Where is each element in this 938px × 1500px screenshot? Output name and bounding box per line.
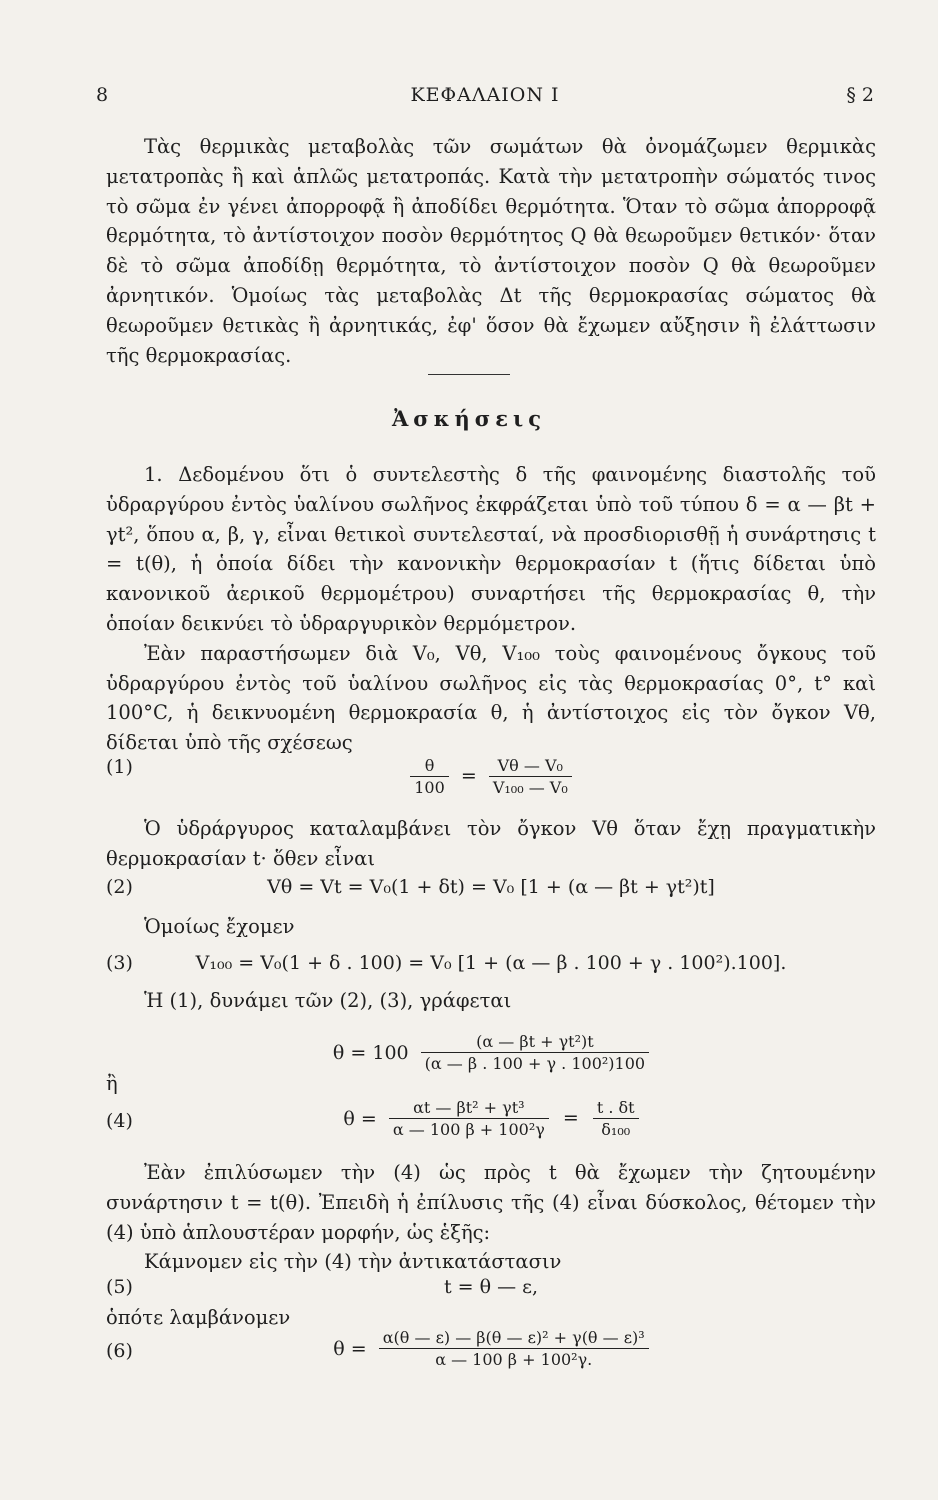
equation-1: (1) $\frac{\theta}{100}$ = $\frac{\text{Vθ — V₀}}{\text{V₁₀₀ — V₀}}$: [106, 756, 876, 790]
equation-4: (4) θ = $\frac{\text{αt — βt² + γt³}}{\text{α — 100 β + 100²γ}}$ = $\frac{t . \delta t}{\text{δ₁₀₀}}$: [106, 1098, 876, 1148]
exercise-1-text-2: [106, 814, 876, 874]
exercise-paragraph: Ὁ ὑδράργυρος καταλαμβάνει τὸν ὄγκον Vθ ὅταν ἔχῃ πραγματικὴν θερμοκρασίαν t· ὅθεν εἶναι: [106, 817, 876, 870]
likewise-line: Ὁμοίως ἔχομεν: [144, 915, 295, 938]
intro-paragraph: Τὰς θερμικὰς μεταβολὰς τῶν σωμάτων θὰ ὀνομάζωμεν θερμικὰς μετατροπὰς ἢ καὶ ἁπλῶς μετατροπάς. Κατὰ τὴν μετατροπὴν σώματός τινος τὸ σῶμα ἐν γένει ἀπορροφᾷ ἢ ἀποδίδει θερμότητα. Ὅταν τὸ σῶμα ἀπορροφᾷ θερμότητα, τὸ ἀντίστοιχον ποσὸν θερμότητος Q θὰ θεωροῦμεν θετικόν· ὅταν δὲ τὸ σῶμα ἀποδίδῃ θερμότητα, τὸ ἀντίστοιχον ποσὸν Q θὰ θεωροῦμεν ἀρνητικόν. Ὁμοίως τὰς μεταβολὰς Δt τῆς θερμοκρασίας σώματος θὰ θεωροῦμεν θετικὰς ἢ ἀρνητικάς, ἐφ' ὅσον θὰ ἔχωμεν αὔξησιν ἢ ἐλάττωσιν τῆς θερμοκρασίας.: [106, 135, 876, 367]
equation-6: (6) θ = $\frac{\text{α(θ — ε) — β(θ — ε)² + γ(θ — ε)³}}{\text{α — 100 β + 100²γ.}}$: [106, 1328, 876, 1378]
equation-unlabeled: θ = 100 $\frac{\text{(α — βt + γt²)t}}{\text{(α — β . 100 + γ . 100²)100}}$: [106, 1032, 876, 1080]
or-word: ἢ: [106, 1072, 118, 1095]
exercise-1-text-3: Ἡ (1), δυνάμει τῶν (2), (3), γράφεται: [144, 989, 512, 1012]
page-number: 8: [96, 84, 109, 106]
exercise-paragraph: Ἐὰν παραστήσωμεν διὰ V₀, Vθ, V₁₀₀ τοὺς φαινομένους ὄγκους τοῦ ὑδραργύρου ἐντὸς τοῦ ὑαλίνου σωλῆνος εἰς τὰς θερμοκρασίας 0°, t° καὶ 100°C, ἡ δεικνυομένη θερμοκρασία θ, ἡ ἀντίστοιχος εἰς τὸν ὄγκον Vθ, δίδεται ὑπὸ τῆς σχέσεως: [106, 641, 876, 755]
fraction: $\frac{\theta}{100}$: [410, 756, 449, 797]
whence-line: ὁπότε λαμβάνομεν: [106, 1306, 291, 1329]
intro-block: [106, 132, 876, 370]
equation-label: (1): [106, 756, 133, 778]
chapter-title: ΚΕΦΑΛΑΙΟΝ I: [410, 84, 560, 106]
exercise-1-text-4: Ἐὰν ἐπιλύσωμεν τὴν (4) ὡς πρὸς t θὰ ἔχωμεν τὴν ζητουμένην συνάρτησιν t = t(θ). Ἐπειδὴ ἡ ἐπίλυσις τῆς (4) εἶναι δύσκολος, θέτομεν τὴν (4) ὑπὸ ἁπλουστέραν μορφήν, ὡς ἑξῆς: Κάμνομεν εἰς τὴν (4) τὴν ἀντικατάστασιν: [106, 1161, 876, 1274]
divider: [428, 374, 510, 375]
exercise-paragraph: 1. Δεδομένου ὅτι ὁ συντελεστὴς δ τῆς φαινομένης διαστολῆς τοῦ ὑδραργύρου ἐντὸς ὑαλίνου σωλῆνος ἐκφράζεται ὑπὸ τοῦ τύπου δ = α — βt + γt², ὅπου α, β, γ, εἶναι θετικοὶ συντελεσταί, νὰ προσδιορισθῇ ἡ συνάρτησις t = t(θ), ἡ ὁποία δίδει τὴν κανονικὴν θερμοκρασίαν t (ἥτις δίδεται ὑπὸ κανονικοῦ ἀερικοῦ θερμομέτρου) συναρτήσει τῆς θερμοκρασίας θ, τὴν ὁποίαν δεικνύει τὸ ὑδραργυρικὸν θερμόμετρον.: [106, 463, 876, 635]
running-header: [96, 84, 874, 114]
equation-2: (2) Vθ = Vt = V₀(1 + δt) = V₀ [1 + (α — βt + γt²)t]: [106, 876, 715, 898]
exercise-1-text: [106, 460, 876, 758]
fraction: $\frac{\text{Vθ — V₀}}{\text{V₁₀₀ — V₀}}$: [489, 756, 572, 797]
section-mark: § 2: [846, 84, 874, 106]
exercises-heading: Ἀσκήσεις: [392, 406, 546, 431]
equation-5: (5) t = θ — ε,: [106, 1276, 539, 1298]
equation-3: (3) V₁₀₀ = V₀(1 + δ . 100) = V₀ [1 + (α — β . 100 + γ . 100²).100].: [106, 952, 787, 974]
